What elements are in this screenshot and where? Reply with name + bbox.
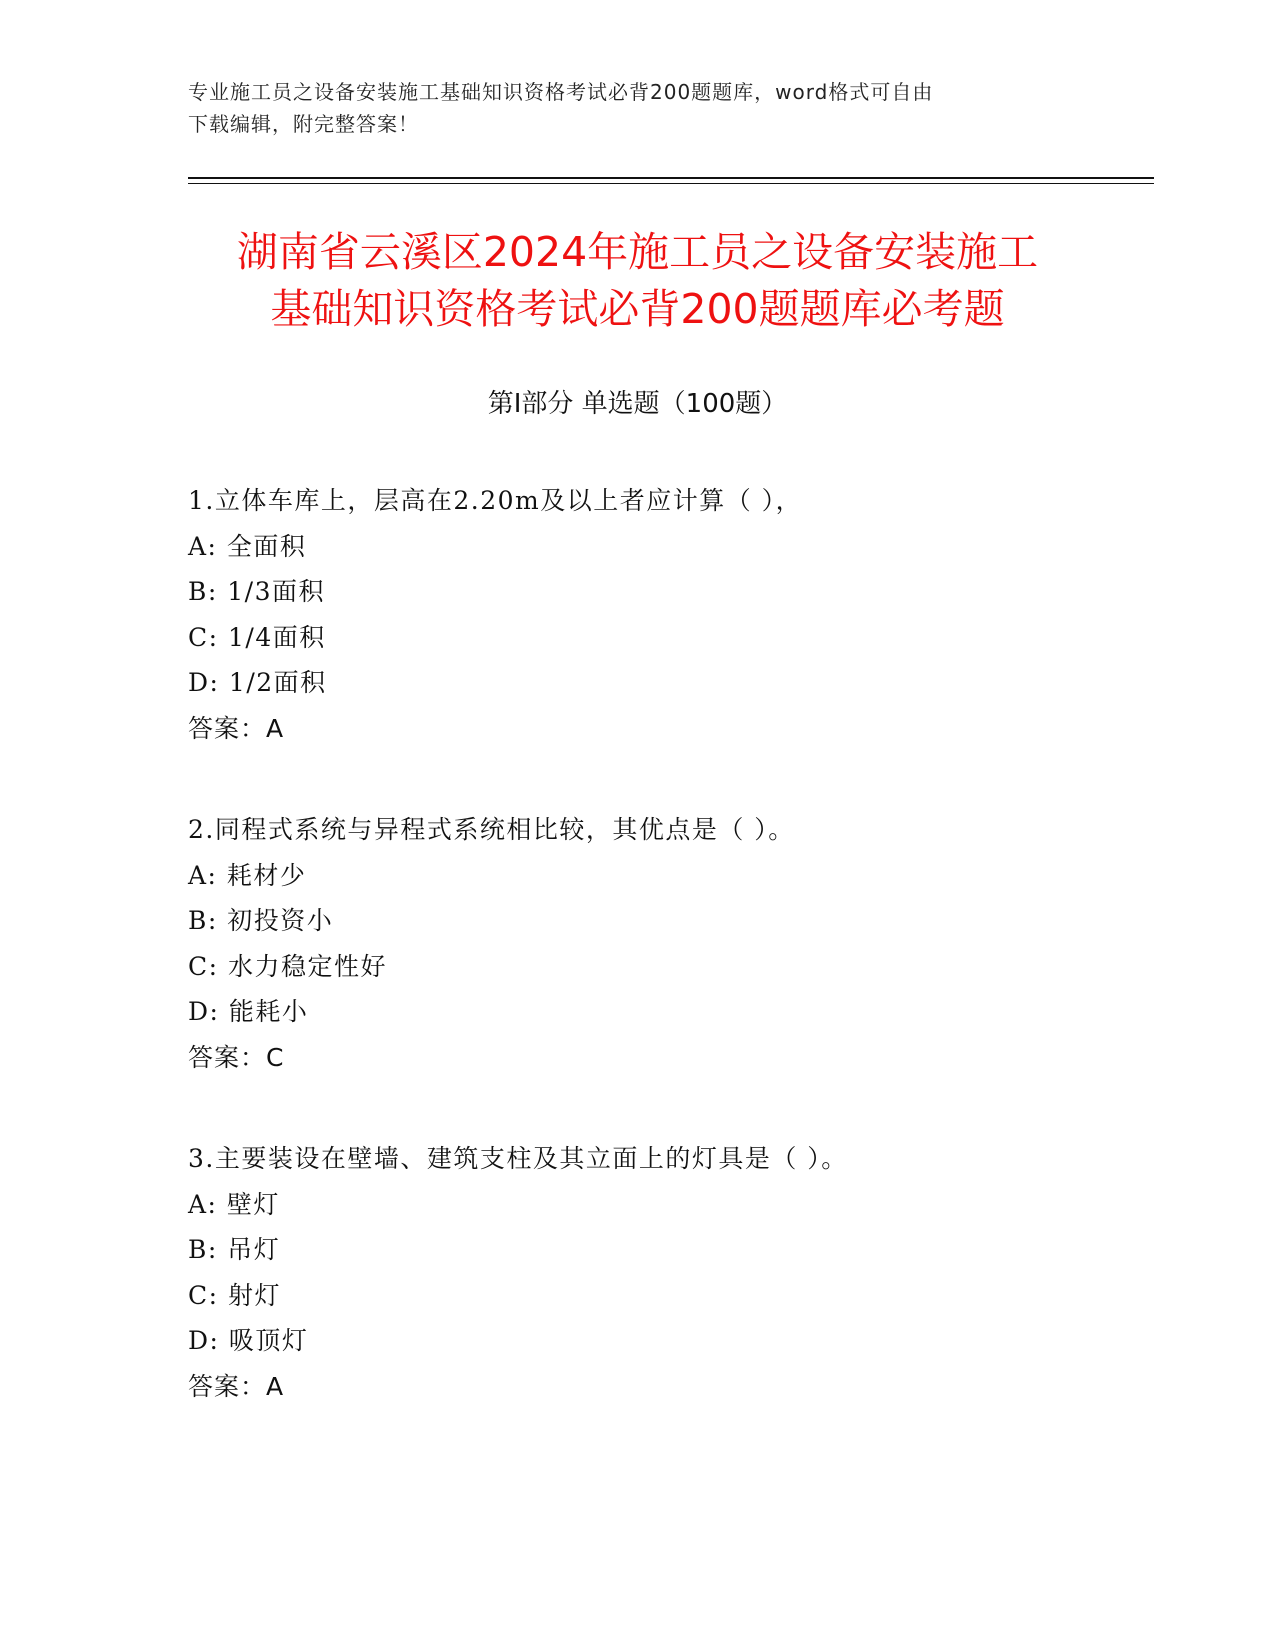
section-heading: 第Ⅰ部分 单选题（100题） (487, 389, 788, 419)
option-d: D: 吸顶灯 (188, 1326, 309, 1355)
document-title-line-2: 基础知识资格考试必背200题题库必考题 (270, 285, 1005, 333)
answer: 答案：A (188, 713, 285, 743)
question-stem: 3.主要装设在壁墙、建筑支柱及其立面上的灯具是（ ）。 (188, 1144, 848, 1173)
header-divider-thin (188, 183, 1154, 184)
option-a: A: 全面积 (188, 531, 307, 561)
option-c: C: 水力稳定性好 (188, 951, 387, 981)
answer: 答案：A (188, 1371, 285, 1401)
option-b: B: 1/3面积 (188, 577, 325, 606)
answer: 答案：C (188, 1042, 285, 1072)
option-b: B: 吊灯 (188, 1235, 281, 1264)
option-b: B: 初投资小 (188, 906, 334, 935)
header-note-line-2: 下载编辑，附完整答案！ (188, 112, 419, 136)
question-list (188, 478, 1168, 1409)
option-a: A: 壁灯 (188, 1189, 280, 1219)
option-c: C: 射灯 (188, 1280, 281, 1310)
document-title-line-1: 湖南省云溪区2024年施工员之设备安装施工 (236, 228, 1039, 276)
header-note (188, 76, 1088, 140)
option-a: A: 耗材少 (188, 860, 307, 890)
option-c: C: 1/4面积 (188, 622, 326, 652)
question-3 (188, 1136, 1168, 1409)
option-d: D: 能耗小 (188, 997, 309, 1026)
question-1 (188, 478, 1168, 751)
header-divider-thick (188, 177, 1154, 179)
question-2 (188, 807, 1168, 1080)
question-stem: 1.立体车库上，层高在2.20m及以上者应计算（ ）， (188, 486, 803, 515)
option-d: D: 1/2面积 (188, 668, 327, 697)
question-stem: 2.同程式系统与异程式系统相比较，其优点是（ ）。 (188, 815, 795, 844)
header-note-line-1: 专业施工员之设备安装施工基础知识资格考试必背200题题库，word格式可自由 (188, 80, 934, 104)
document-title (160, 224, 1115, 338)
